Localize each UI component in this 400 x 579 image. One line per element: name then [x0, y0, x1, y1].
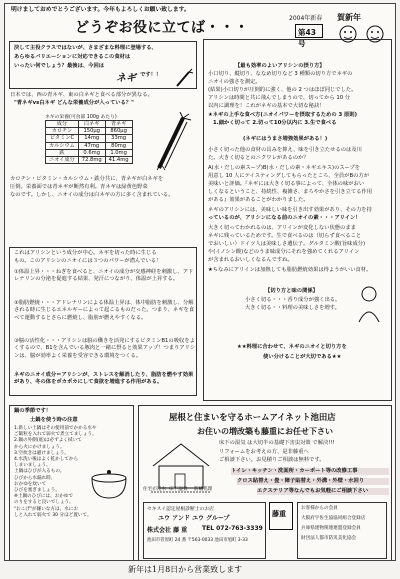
- nabe-line: ひびから水漏れ時、: [14, 475, 56, 481]
- house-label: 床下湿気: [169, 487, 188, 492]
- table-cell: 80mg: [105, 142, 132, 149]
- company-line: 株式会社 藤 重: [147, 527, 188, 534]
- table-row: [46, 128, 133, 135]
- table-header-cell: 成分: [46, 121, 79, 128]
- intro-line-1: 決して主役クラスではないが、さまざまな料理に登場する、: [14, 45, 157, 51]
- efficient-intake-title: 【最も効率のよいアリシンの摂り方】: [235, 63, 325, 69]
- intake-rules: 1.細かく切って 2.切って10分以内に 3.生で食べる: [213, 120, 337, 126]
- nutrition-summary-2: 圧倒。栄養面では青ネギが断然有利。青ネギは緑黄色野菜: [10, 184, 148, 190]
- nabe-title: 鍋の季節です！: [14, 408, 52, 414]
- nutrition-summary-3: なのです。しかし、ニオイの成分は白ネギの方に多く含まれている。: [10, 192, 174, 198]
- power-brain: ③脳の活性化・・・アリシンは脳の働きを活発にするビタミンB1の吸収をよくするので、B1を含んでいる豚肉と一緒に摂ると効果アップ！つまりアリシンは、脳が効率よく栄養を受容できる環境をつくる。: [14, 338, 196, 359]
- nabe-line: ひびを塞ぎましょう。: [14, 488, 60, 494]
- flavor-line: や(イノシン酸)などのうま味成分にそれを強めてくれるアリイン: [208, 249, 360, 255]
- flavor-line: 大きく切ってわかれるのは、アリインが変化しない状態のまま: [208, 225, 356, 231]
- nabe-line: 4.水洗い後はよく乾かしてから: [14, 457, 79, 463]
- new-year-label: 賀新年: [337, 13, 361, 22]
- table-cell: 14mg: [78, 135, 105, 142]
- nabe-line: ※土鍋のひびには、おかゆで: [14, 494, 73, 500]
- nabe-line: しと入れて弱火で 30 分ほど置いて。: [14, 512, 92, 518]
- nabe-line: おかゆを炊いて: [14, 481, 47, 487]
- table-header-cell: 青ネギ: [105, 121, 132, 128]
- logo-text: 藤重: [272, 510, 286, 518]
- flavor-line: しくなるということ、持続性、複雑さ、まろやかさを引き立てる作用: [208, 189, 372, 195]
- closing-line-1: ★★料理に合わせて、ネギのニオイと切り方を: [237, 344, 347, 350]
- table-row: [46, 157, 133, 164]
- house-label: 防蟻処理: [194, 487, 213, 492]
- intro-box: [9, 41, 197, 89]
- table-header-cell: 白ネギ: [78, 121, 105, 128]
- members-title: お客様からの会員: [301, 506, 338, 511]
- power-body-temp: ①体温上昇・・・ねぎを食べると、ニオイの成分が交感神経を刺激し、アドレナリンの分泌を促進する結果、発汗につながり、体温が上昇する。: [14, 269, 194, 283]
- flavor-line: 美味いと評価。『ネギには大きく切る事によって、全体の味がおい: [208, 181, 365, 187]
- flavor-line: でおいしい）ドイツ人は美味しさ遺伝子。グルタミン酸(旨味成分): [208, 241, 366, 247]
- nabe-line: 2.鍋の外側(底)は必ずよく拭いて: [14, 438, 82, 444]
- flavor-line: 用意し 10 人にテイスティングしてもらったところ、全員がBの方が: [208, 173, 369, 179]
- flavor-line: っているのが、アリシンになる前のニオイの素・・・アリイン！: [208, 215, 361, 221]
- company-address: 池田市菅原町 24 番 〒563-0033 池田市旭町 3-33: [147, 538, 248, 543]
- flavor-line: ネギのアリシンには、美味しい味を引き出す効果があり、その力を持: [208, 207, 372, 213]
- intake-line: 以内に調理を！これがネギの基本で大切な秘訣！: [208, 103, 325, 109]
- greeting: 明けましておめでとうございます。今年もよろしくお願い致します。: [11, 7, 190, 13]
- ad-service-3: エクステリア等なんでもお気軽にご相談下さい: [257, 488, 389, 495]
- house-label: 住宅が浸水: [143, 487, 166, 492]
- nabe-box: [9, 405, 134, 561]
- leek-illustration: [153, 112, 193, 172]
- nabe-line: ご飯粒を入れて弱火で煮立てましょう。: [14, 432, 97, 438]
- company-phone: TEL 072-763-3339: [202, 525, 263, 532]
- intro-line-3: いったい何でしょう？最後は、今回は: [14, 63, 105, 69]
- allicin-conclusion: ネギのニオイ成分＝アリシンが、ストレスを解消したり、脂肪を燃やす効果があり、冬の体をポカポカにして食欲を増進する作用がある。: [14, 372, 194, 386]
- table-header-row: [46, 121, 133, 128]
- nabe-subtitle: 土鍋を使う時の注意: [30, 417, 78, 423]
- table-row: [46, 149, 133, 156]
- intake-line: アリシンは時間と共に飛んでしまうので、切ってから 10 分: [208, 95, 351, 101]
- nabe-line: のりをすると良いでしょう。: [14, 500, 74, 506]
- cut-small: 小さく切る・・・香り成分が強く出る。: [245, 297, 341, 303]
- intro-paragraph-1: 日本では、西の青ネギ、東の白ネギと食べる部分が異なる。: [10, 92, 153, 98]
- intro-paragraph-2: "青ネギvs白ネギ どんな栄養成分が入っている？": [14, 100, 134, 106]
- flavor-line: ★ちなみにアリインは加熱しても脂肪燃焼効果は得ようがいい食材。: [208, 267, 372, 273]
- issue-number: 第43号: [298, 28, 316, 48]
- company-line: セキスイ認定屋根診断士のお店: [147, 507, 214, 512]
- intake-line: 小口切り、縦切り、ななめ切りなど 3 種類の切り方でネギの: [208, 71, 353, 77]
- nabe-line: "おこげ"が嫌いな方は、水にお: [14, 506, 78, 512]
- table-cell: 150μg: [78, 128, 105, 135]
- ad-motto: お住いの増改築も藤重にお任せ下さい: [197, 427, 333, 436]
- nutrition-table: [45, 120, 133, 164]
- flavor-line: A(水・だしの素スープ)B(水・だしの素・ネギエキス)のスープを: [208, 165, 361, 171]
- table-cell: 33mg: [105, 135, 132, 142]
- intro-line-2: あらゆるバリエーションに対応できるこの食材は: [14, 54, 131, 60]
- intro-answer: ネギ: [116, 73, 136, 84]
- table-cell: 47mg: [78, 142, 105, 149]
- table-cell: ビタミンC: [46, 135, 79, 142]
- ad-desc-3: ご相談下さい。お見積りご相談は無料です。: [219, 457, 325, 463]
- leek-icon: [174, 68, 194, 88]
- member-item: 大阪府宇佐生協協同組合登録店: [301, 516, 366, 521]
- intake-line: ★ネギの上手な食べ方(ニオイパワーを摂取するための 3 原則): [208, 112, 358, 118]
- issue-box: [295, 24, 323, 48]
- table-cell: ニオイ成分: [46, 157, 79, 164]
- footer-notice: 新年は1月8日から営業致します: [128, 565, 243, 574]
- ad-desc-2: リフォームをお考えの方、是非藤重へ: [219, 449, 309, 455]
- flavor-line: ネギに残っているためです。生で食べるのは（切らず食べること: [208, 233, 362, 239]
- table-cell: カルシウム: [46, 142, 79, 149]
- ad-service-1: トイレ・キッチン・洗面所・カーポート等の改修工事: [231, 468, 389, 475]
- nabe-line: 3.空炊きは避けましょう。: [14, 450, 69, 456]
- table-cell: 1.0mg: [105, 149, 132, 156]
- table-cell: 41.4mg: [105, 157, 132, 164]
- table-cell: 0.6mg: [78, 149, 105, 156]
- woman-illustration: [349, 284, 389, 324]
- table-caption: ネギの栄養(可食部 100g あたり): [45, 115, 117, 120]
- nabe-line: 1.新しい土鍋はその使用前でかかる水や: [14, 426, 97, 431]
- allicin-intro-2: もの。このアリシンのニオイには３つのパワーが潜んでいる！: [14, 258, 162, 264]
- ad-box: [138, 405, 392, 561]
- table-row: [46, 135, 133, 142]
- table-cell: カロチン: [46, 128, 79, 135]
- allicin-intro-1: これはアリシンという成分が中心。ネギを切った時に生じる: [14, 250, 157, 256]
- members-box: [297, 502, 387, 559]
- nabe-line: から火にかけましょう。: [14, 444, 65, 450]
- member-item: 財団法人都市防災美化協会: [301, 536, 357, 541]
- newsletter-page: [4, 3, 396, 561]
- table-cell: 72.8mg: [78, 157, 105, 164]
- ad-desc-1: 床下の湿気 は大切半の基礎下害虫対策 で解決!!!: [219, 440, 335, 446]
- year-label: 2004年新春: [289, 15, 323, 22]
- flavor-line: 小さく切った他の食材の具みを抑え、味を引き立たせるのは及川: [208, 147, 362, 153]
- flavor-title: (ネギにはうまさ増強効果がある！): [243, 136, 328, 142]
- table-row: [46, 142, 133, 149]
- page-title: どうぞお役に立てば・・・: [75, 20, 249, 36]
- flavor-line: た。大きく切るとのニクワレがあるのか？: [208, 155, 309, 161]
- closing-line-2: 使い分けることが大切である★★: [263, 354, 342, 360]
- intro-line-4: です！！: [140, 72, 162, 78]
- member-item: 兵庫県建物関連連盟登録会員: [301, 526, 361, 531]
- flavor-line: が含まれるおいしくなるんですね。: [208, 257, 293, 263]
- company-box: [143, 502, 266, 559]
- power-fat-burn: ②脂肪燃焼・・・アドレナリンによる体温上昇は、体中脂肪を刺激し、分解される時に生じるエネルギーによって起こるものだった。つまり、ネギを食べて運動するとさらに燃焼し、脂肪が燃えやすくなる。: [14, 300, 195, 321]
- company-logo: [269, 502, 293, 530]
- intake-line: (結果)小口切りが圧倒的に強く、他の 2 つはほぼ同じでした。: [208, 87, 357, 93]
- table-cell: 860μg: [105, 128, 132, 135]
- ad-service-2: クロス貼替え・畳・障子貼替え・外溝・外壁・水回り: [237, 478, 389, 485]
- cut-large: 大きく切る・・料理の美味しさを増す。: [245, 305, 340, 311]
- nutrition-summary-1: カロチン・ビタミン・カルシウム・鉄分共に、青ネギが白ネギを: [10, 176, 164, 182]
- nabe-line: 土鍋はひびが入るもの。: [14, 469, 65, 475]
- intake-line: ニオイの強さを測定。: [208, 79, 261, 85]
- nabe-line: しまいましょう。: [14, 463, 51, 469]
- pot-icon: [88, 466, 130, 502]
- table-cell: 鉄: [46, 149, 79, 156]
- cut-taste-title: 【切り方と味の関係】: [265, 288, 318, 294]
- flavor-line: がある』効果があることがわかりました。: [208, 197, 309, 203]
- company-line: ユウ アンド ユウ グループ: [158, 515, 230, 522]
- allicin-box: [9, 247, 197, 396]
- ad-banner: 屋根と住まいを守るホームアイネット池田店: [169, 412, 336, 422]
